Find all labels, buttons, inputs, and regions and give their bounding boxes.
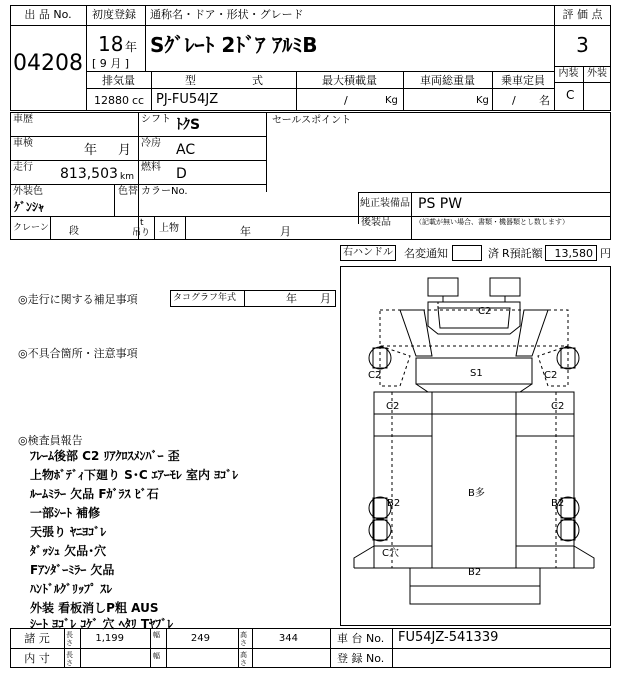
first-registration-year: 18 [98, 32, 124, 56]
equipment-label: 純正装備品 [360, 198, 410, 209]
report-line: ﾙｰﾑﾐﾗｰ 欠品 Fｶﾞﾗｽ ﾋﾞ石 [30, 487, 159, 501]
capacity-sep: / [512, 94, 516, 107]
first-registration-label: 初度登録 [92, 8, 136, 21]
history-label: 車歴 [13, 114, 33, 125]
exterior-grade-label: 外装 [587, 68, 607, 79]
inner-height-label: 高さ [240, 651, 247, 667]
upper-month-unit: 月 [280, 225, 291, 238]
report-line: 上物ﾎﾞﾃﾞｨ下廻り S･C ｴｱｰﾓﾚ 室内 ﾖｺﾞﾚ [30, 468, 239, 482]
displacement-label: 排気量 [102, 74, 135, 87]
report-line: ｼｰﾄ ﾖｺﾞﾚ ｺｹﾞ 穴 ﾍﾀﾘ Tﾔﾌﾞﾚ [30, 617, 174, 631]
mark-rear-bottom-left: C穴 [382, 548, 399, 559]
interior-grade-value: C [566, 88, 575, 102]
exterior-color-label: 外装色 [13, 186, 43, 197]
driving-notes-label: ◎走行に関する補足事項 [18, 293, 138, 306]
max-load-label: 最大積載量 [322, 74, 377, 87]
shift-label: シフト [141, 114, 171, 125]
report-line: 天張り ﾔﾆﾖｺﾞﾚ [30, 525, 107, 539]
type-label: 型 [185, 74, 196, 87]
upper-body-label: 上物 [159, 223, 179, 234]
year-unit: 年 [125, 40, 138, 54]
retrofit-label: 後装品 [361, 217, 391, 228]
report-line: ﾀﾞｯｼｭ 欠品･穴 [30, 544, 107, 558]
mileage-label: 走行 [13, 162, 33, 173]
mark-cab: S1 [470, 368, 483, 379]
exterior-color-value: ｹﾞﾝｼｬ [14, 200, 45, 214]
displacement-unit: cc [132, 94, 145, 107]
length-value: 1,199 [95, 633, 124, 644]
gross-weight-label: 車両総重量 [420, 74, 475, 87]
mark-front: C2 [478, 306, 492, 317]
name-change-label: 名変通知 [404, 247, 448, 260]
gross-weight-unit: Kg [476, 95, 489, 106]
name-change-box [452, 245, 482, 261]
chassis-number-value: FU54JZ-541339 [398, 630, 499, 645]
report-line: ﾊﾝﾄﾞﾙｸﾞﾘｯﾌﾟ ｽﾚ [30, 582, 113, 596]
crane-ton-unit: t [140, 218, 144, 228]
height-label: 高さ [240, 631, 247, 647]
retrofit-note: （記載が無い場合、書類・機器類とし数します） [415, 218, 569, 226]
upper-year-unit: 年 [240, 225, 251, 238]
length-label: 長さ [66, 631, 73, 647]
inner-length-label: 長さ [66, 651, 73, 667]
inner-width-label: 幅 [153, 652, 160, 660]
dimensions-label: 諸 元 [24, 632, 50, 645]
ac-label: 冷房 [141, 138, 161, 149]
recycle-unit: 円 [600, 247, 611, 260]
defects-label: ◎不具合箇所・注意事項 [18, 347, 138, 360]
ac-value: AC [176, 142, 196, 158]
tachograph-year-unit: 年 [286, 292, 297, 305]
first-registration-month-value: 9 月 [99, 57, 122, 70]
chassis-number-label: 車 台 No. [337, 632, 385, 645]
mark-body-left: C2 [386, 401, 400, 412]
inspection-year-unit: 年 [84, 143, 98, 158]
color-change-label: 色替 [118, 186, 138, 197]
report-line: Fｱﾝﾀﾞｰﾐﾗｰ 欠品 [30, 563, 115, 577]
fuel-label: 燃料 [141, 162, 161, 173]
model-name: Sｸﾞﾚｰﾄ 2ﾄﾞｱ ｱﾙﾐB [150, 33, 318, 57]
mark-bed: B多 [468, 488, 485, 499]
max-load-sep: / [344, 94, 348, 107]
grade-label: 評 価 点 [562, 8, 603, 21]
inspection-month-unit: 月 [118, 143, 132, 158]
recycle-amount: 13,580 [554, 247, 593, 260]
report-line: 一部ｼｰﾄ 補修 [30, 506, 101, 520]
crane-hang-label: 吊り [132, 228, 151, 238]
first-registration-month: [ 9 月 ] [92, 57, 130, 70]
report-line: ﾌﾚｰﾑ後部 C2 ﾘｱｸﾛｽﾒﾝﾊﾞｰ 歪 [30, 449, 180, 463]
equipment-value: PS PW [418, 196, 463, 212]
tachograph-label: タコグラフ年式 [173, 293, 237, 303]
mileage-unit: km [120, 172, 134, 182]
type-value: PJ-FU54JZ [156, 92, 219, 107]
report-line: 外装 看板消しP粗 AUS [30, 601, 159, 615]
width-label: 幅 [153, 631, 160, 639]
registration-number-label: 登 録 No. [337, 652, 385, 665]
crane-stage-unit: 段 [69, 226, 79, 237]
capacity-unit: 名 [539, 94, 550, 107]
inspector-report-label: ◎検査員報告 [18, 434, 83, 447]
sales-point-label: セールスポイント [272, 115, 352, 126]
mark-tail: B2 [468, 567, 482, 578]
steering-value: 右ハンドル [343, 247, 393, 258]
recycle-label: R預託額 [502, 247, 543, 260]
mark-cab-right: C2 [544, 370, 558, 381]
mark-cab-left: C2 [368, 370, 382, 381]
lot-number: 04208 [13, 51, 83, 76]
displacement-value: 12880 [94, 94, 129, 107]
lot-number-label: 出 品 No. [24, 8, 72, 21]
interior-grade-label: 内装 [558, 68, 579, 79]
shift-value: ﾄｸS [176, 117, 201, 133]
width-value: 249 [190, 633, 210, 644]
height-value: 344 [278, 633, 298, 644]
model-label: 通称名・ドア・形状・グレード [150, 8, 304, 21]
tachograph-month-unit: 月 [320, 292, 331, 305]
color-code-label: カラーNo. [141, 186, 188, 197]
inspection-label: 車検 [13, 138, 33, 149]
mileage-value: 813,503 [60, 166, 118, 182]
fuel-value: D [176, 166, 187, 182]
inner-dimensions-label: 内 寸 [24, 652, 50, 665]
recycle-deposited: 済 [488, 247, 499, 260]
type-label-2: 式 [252, 74, 263, 87]
mark-rear-left: B2 [387, 498, 401, 509]
mark-body-right: C2 [551, 401, 565, 412]
mark-rear-right: B2 [551, 498, 565, 509]
crane-label: クレーン [13, 223, 49, 233]
capacity-label: 乗車定員 [501, 74, 545, 87]
grade-value: 3 [576, 33, 589, 57]
max-load-unit: Kg [385, 95, 398, 106]
